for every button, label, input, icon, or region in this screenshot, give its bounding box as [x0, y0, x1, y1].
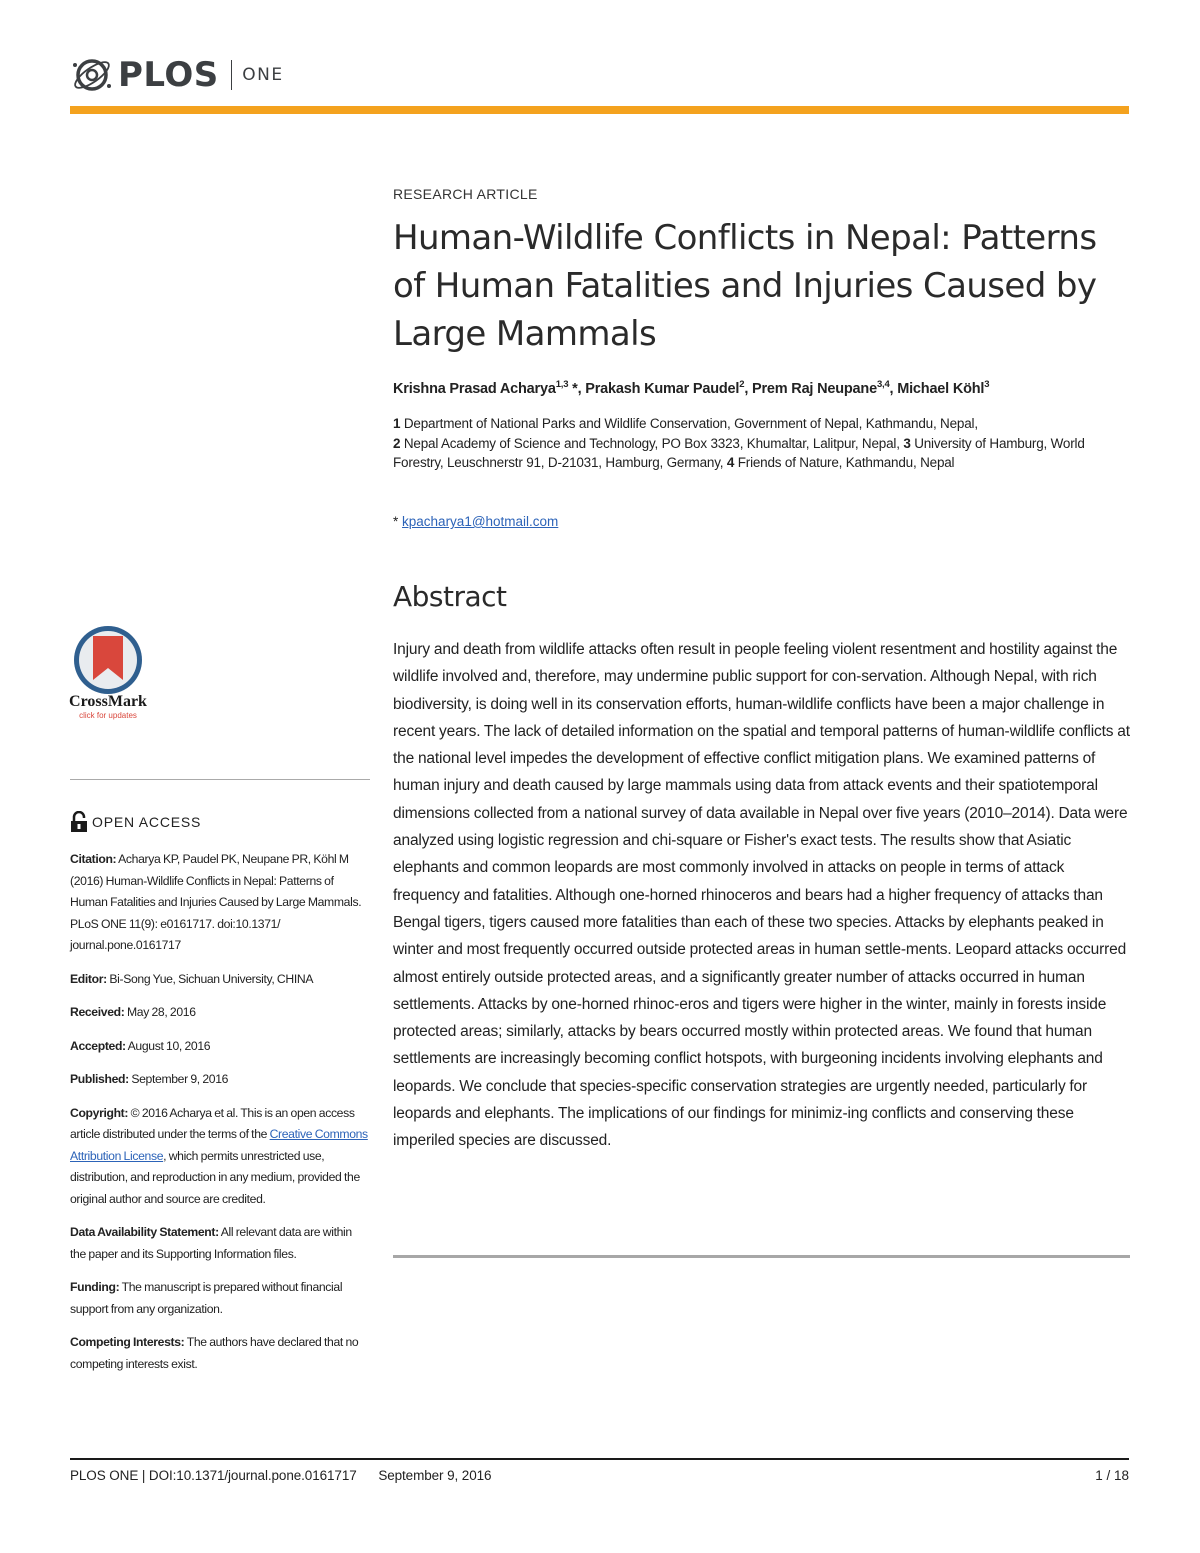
accepted-date: August 10, 2016: [127, 1038, 211, 1053]
copyright-block: [70, 1103, 370, 1211]
competing-interests-text: The authors have declared that no competing interests exist.: [70, 1335, 359, 1371]
funding-text: The manuscript is prepared without financial support from any organization.: [70, 1280, 343, 1316]
footer-doi: PLOS ONE | DOI:10.1371/journal.pone.0161717: [70, 1468, 357, 1483]
editor-label: Editor:: [70, 971, 107, 986]
open-access-text: OPEN ACCESS: [92, 814, 202, 830]
affiliation-number: 1: [393, 416, 401, 431]
author-affiliation-ref: 2: [739, 379, 745, 390]
header-accent-bar: [70, 106, 1129, 114]
competing-interests-block: [70, 1332, 370, 1375]
copyright-text: © 2016 Acharya et al. This is an open access article distributed under the terms of the: [70, 1105, 355, 1141]
sidebar-divider: [70, 779, 370, 780]
competing-interests-label: Competing Interests:: [70, 1335, 185, 1349]
crossmark-icon: [66, 624, 150, 724]
editor-text: Bi-Song Yue, Sichuan University, CHINA: [109, 971, 314, 986]
crossmark-badge[interactable]: [66, 624, 150, 724]
plos-one-logo: [70, 52, 284, 98]
plos-globe-icon: [70, 53, 114, 97]
abstract-heading: Abstract: [393, 580, 507, 613]
crossmark-sublabel: click for updates: [79, 711, 137, 720]
affiliation-number: 3: [903, 435, 911, 451]
article-type: RESEARCH ARTICLE: [393, 186, 538, 202]
received-label: Received:: [70, 1005, 125, 1019]
data-availability-text: All relevant data are within the paper and its Supporting Information files.: [70, 1225, 352, 1261]
abstract-divider: [393, 1255, 1130, 1258]
published-date: September 9, 2016: [131, 1072, 229, 1086]
article-metadata-sidebar: [70, 849, 370, 1387]
author-name: Prakash Kumar Paudel: [585, 380, 740, 397]
published-block: [70, 1069, 370, 1091]
crossmark-label: CrossMark: [69, 693, 147, 710]
author-affiliation-ref: 1,3: [555, 379, 569, 390]
corresponding-email-link[interactable]: kpacharya1@hotmail.com: [402, 514, 559, 529]
citation-label: Citation:: [70, 852, 117, 866]
affiliation-number: 2: [393, 435, 401, 451]
data-availability-block: [70, 1222, 370, 1265]
logo-divider: [231, 60, 233, 90]
citation-block: [70, 849, 370, 957]
affiliation-text: Department of National Parks and Wildlife Conservation, Government of Nepal, Kathmandu, Nepal,: [403, 416, 978, 431]
affiliation-text: Nepal Academy of Science and Technology, PO Box 3323, Khumaltar, Lalitpur, Nepal,: [403, 435, 900, 451]
license-link[interactable]: Creative Commons Attribution License: [70, 1127, 368, 1163]
footer-citation: [70, 1468, 491, 1483]
published-label: Published:: [70, 1072, 129, 1086]
logo-one-text: ONE: [242, 65, 284, 85]
editor-block: [70, 969, 370, 991]
author-affiliation-ref: 3,4: [876, 379, 890, 390]
affiliation-text: Friends of Nature, Kathmandu, Nepal: [737, 455, 955, 470]
author-name: Michael Köhl: [897, 380, 985, 397]
affiliation-list: [393, 414, 1133, 473]
author-affiliation-ref: 3: [984, 379, 990, 390]
copyright-label: Copyright:: [70, 1105, 129, 1120]
received-date: May 28, 2016: [126, 1005, 196, 1019]
citation-text: Acharya KP, Paudel PK, Neupane PR, Köhl M (2016) Human-Wildlife Conflicts in Nepal: Patterns of Human Fatalities and Injuries Caused by Large Mammals. PLoS ONE 11(9): e0161717. doi:10.1371/ journal.pone.0161717: [70, 852, 362, 952]
funding-block: [70, 1277, 370, 1320]
abstract-body: Injury and death from wildlife attacks often result in people feeling violent resentment and hostility against the wildlife involved and, therefore, may undermine public support for con-servation. Although Nepal, with rich biodiversity, is doing well in its conservation efforts, human-wildlife conflicts have been a major challenge in recent years. The lack of detailed information on the spatial and temporal patterns of human-wildlife conflicts at the national level impedes the development of effective conflict mitigation plans. We examined patterns of human injury and death caused by large mammals using data from attack events and their spatiotemporal dimensions collected from a national survey of data available in Nepal over five years (2010–2014). Data were analyzed using logistic regression and chi-square or Fisher's exact tests. The results show that Asiatic elephants and common leopards are most commonly involved in attacks on people in terms of attack frequency and fatalities. Although one-horned rhinoceros and bears had a higher frequency of attacks than Bengal tigers, tigers caused more fatalities than each of these two species. Attacks by elephants peaked in winter and most frequently occurred outside protected areas in human settle-ments. Leopard attacks occurred almost entirely outside protected areas, and a significantly greater number of attacks occurred in human settlements. Attacks by one-horned rhinoc-eros and tigers were higher in the winter, mainly in forests inside protected areas; similarly, attacks by bears occurred mostly within protected areas. We found that human settlements are increasingly becoming conflict hotspots, with burgeoning incidents involving elephants and leopards. We conclude that species-specific conservation strategies are urgently needed, particularly for leopards and elephants. The implications of our findings for minimiz-ing conflicts and conserving these imperiled species are discussed.: [393, 641, 1130, 1150]
open-access-label: [70, 811, 201, 833]
article-title: Human-Wildlife Conflicts in Nepal: Patterns of Human Fatalities and Injuries Caused by Large Mammals: [393, 218, 1097, 354]
data-availability-label: Data Availability Statement:: [70, 1225, 219, 1239]
corresponding-mark: *: [393, 514, 399, 529]
copyright-text-end: , which permits unrestricted use, distribution, and reproduction in any medium, provided the original author and source are credited.: [70, 1148, 360, 1206]
received-block: [70, 1002, 370, 1024]
open-lock-icon: [70, 811, 88, 833]
author-name: Krishna Prasad Acharya: [393, 380, 556, 397]
affiliation-number: 4: [726, 455, 735, 470]
corresponding-author-mark: *: [568, 380, 578, 397]
footer-date: September 9, 2016: [378, 1468, 492, 1483]
accepted-label: Accepted:: [70, 1038, 126, 1053]
author-name: Prem Raj Neupane: [752, 380, 877, 397]
footer-divider: [70, 1458, 1129, 1460]
corresponding-author: [393, 514, 558, 529]
page-number: 1 / 18: [1095, 1468, 1129, 1483]
logo-plos-text: PLOS: [118, 55, 219, 95]
funding-label: Funding:: [70, 1280, 120, 1294]
author-list: Krishna Prasad Acharya$^{1,3}$ *, Prakash Kumar Paudel$^2$, Prem Raj Neupane$^{3,4}$, Michael Köhl$^3$: [393, 379, 990, 397]
accepted-block: [70, 1036, 370, 1058]
affiliation-text: University of Hamburg, World Forestry, Leuschnerstr 91, D-21031, Hamburg, Germany,: [393, 435, 1085, 470]
